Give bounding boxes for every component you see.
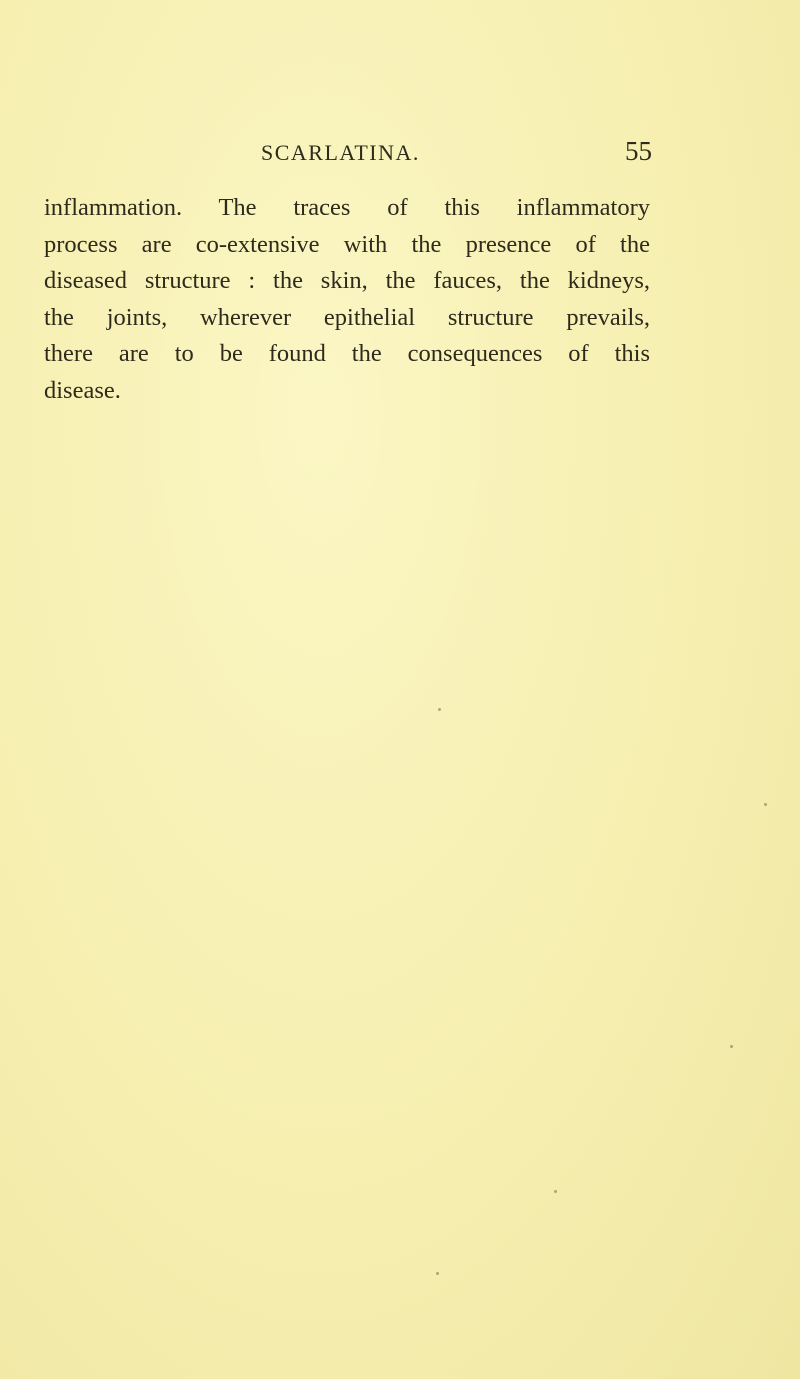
- paper-speck: [438, 708, 441, 711]
- text-line: there are to be found the consequences of this: [44, 340, 650, 367]
- running-head: [44, 136, 654, 176]
- paper-speck: [554, 1190, 557, 1193]
- page-number: 55: [625, 136, 652, 166]
- text-line: the joints, wherever epithelial structure prevails,: [44, 303, 650, 331]
- paper-speck: [436, 1272, 439, 1275]
- text-line: process are co-extensive with the presence of the: [44, 230, 650, 258]
- running-title: SCARLATINA.: [261, 140, 420, 165]
- text-line: inflammation. The traces of this inflammatory: [44, 194, 650, 221]
- paper-speck: [730, 1045, 733, 1048]
- text-line: diseased structure : the skin, the fauces, the kidneys,: [44, 267, 650, 294]
- body-paragraph: [44, 190, 650, 409]
- text-line: disease.: [44, 376, 121, 404]
- paper-speck: [764, 803, 767, 806]
